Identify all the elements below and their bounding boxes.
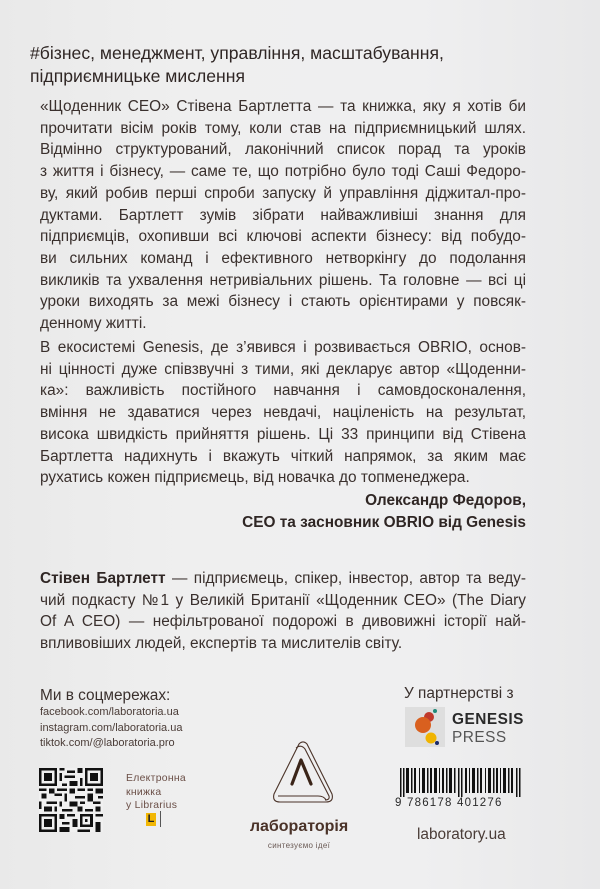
text-line: викликів та ухвалення нетривіальних рішень. Та головне — всі ці: [40, 271, 526, 289]
text-line: рухатись кожен підприємець, від новачка до топменеджера.: [40, 469, 470, 487]
text-line: прочитати вісім років тому, коли став на підприємницький шлях.: [40, 119, 526, 137]
isbn-number: [395, 797, 503, 809]
divider: [160, 811, 161, 827]
qr-code-icon[interactable]: [39, 768, 103, 832]
publisher-name: лабораторія: [249, 818, 349, 835]
barcode-icon: [400, 768, 522, 797]
text-line: підприємців, охопивши всі ключові аспекти бізнесу: від побудо-: [40, 228, 526, 246]
text-line: ви сильних команд і ефективного нетворкінгу до подолання: [40, 249, 526, 267]
text-line: чий подкасту №1 у Великій Британії «Щоденник CEO» (The Diary: [40, 591, 526, 609]
ebook-line: у Librarius: [126, 800, 178, 811]
publisher-tagline: синтезуємо ідеї: [267, 841, 331, 850]
librarius-logo-icon: L: [147, 813, 155, 825]
text-line: уроки виходять за межі бізнесу і стають орієнтирами у повсяк-: [40, 293, 526, 311]
instagram-link[interactable]: instagram.com/laboratoria.ua: [40, 721, 183, 734]
text-line: Відмінно структурований, лаконічний список порад та уроків: [40, 141, 526, 159]
author-bio: [40, 568, 526, 654]
partner-label: У партнерстві з: [404, 685, 514, 702]
text-line: [40, 568, 526, 590]
genesis-press-logo-icon: [405, 707, 445, 747]
text-line: денному житті.: [40, 315, 147, 333]
signature-title: CEO та засновник OBRIO від Genesis: [242, 513, 526, 531]
hashtags: #бізнес, менеджмент, управління, масштабування, підприємницьке мислення: [30, 43, 444, 86]
isbn-group: 786178: [407, 797, 453, 809]
text-line: висока швидкість прийняття рішень. Ці 33 принципи від Стівена: [40, 425, 526, 443]
website-link[interactable]: laboratory.ua: [417, 826, 506, 843]
text-line: дуктами. Бартлетт зумів зібрати найважливіші знання для: [40, 206, 526, 224]
endorsement-paragraph-2: [40, 337, 526, 489]
author-name: Стівен Бартлетт: [40, 570, 166, 587]
isbn-group: 401276: [457, 797, 503, 809]
isbn-digit: 9: [395, 797, 403, 809]
partner-subtitle: PRESS: [452, 729, 507, 746]
endorsement-signature: [242, 490, 526, 533]
text-line: ву, який робив перші спроби запуску й управління діджитал-про-: [40, 184, 526, 202]
ebook-label: [126, 772, 186, 813]
social-links: [40, 687, 182, 752]
text-line: вміння не здаватися через невдачі, націленість на результат,: [40, 404, 526, 422]
social-heading: Ми в соцмережах:: [40, 687, 171, 704]
ebook-line: книжка: [126, 786, 162, 798]
text-line: ні цінності дуже співзвучні з тими, які декларує автор «Щоденни-: [40, 360, 526, 378]
endorsement-paragraph-1: [40, 96, 526, 335]
ebook-line: Електронна: [126, 773, 187, 784]
text-line: впливовіших людей, експертів та мислителів світу.: [40, 634, 403, 652]
tiktok-link[interactable]: tiktok.com/@laboratoria.pro: [40, 737, 175, 749]
text-line: Бартлетта надихнуть і вкажуть чіткий напрямок, за яким має: [40, 447, 526, 465]
text-line: «Щоденник CEO» Стівена Бартлетта — та книжка, яку я хотів би: [40, 98, 526, 115]
laboratoria-logo-icon: [268, 740, 338, 810]
text-line: ка»: важливість постійного навчання і самовдосконалення,: [40, 382, 526, 400]
bio-text: — підприємець, спікер, інвестор, автор та веду-: [165, 570, 527, 587]
signature-name: Олександр Федоров,: [365, 492, 526, 509]
text-line: В екосистемі Genesis, де з’явився і розвивається OBRIO, основ-: [40, 339, 526, 356]
text-line: Of A CEO) — нефільтрованої подорожі в дивовижні історії най-: [40, 613, 526, 630]
partner-title: GENESIS: [452, 711, 524, 728]
text-line: з життя і бізнесу, — саме те, що потрібно було тоді Саші Федоро-: [40, 163, 526, 181]
facebook-link[interactable]: facebook.com/laboratoria.ua: [40, 706, 179, 718]
